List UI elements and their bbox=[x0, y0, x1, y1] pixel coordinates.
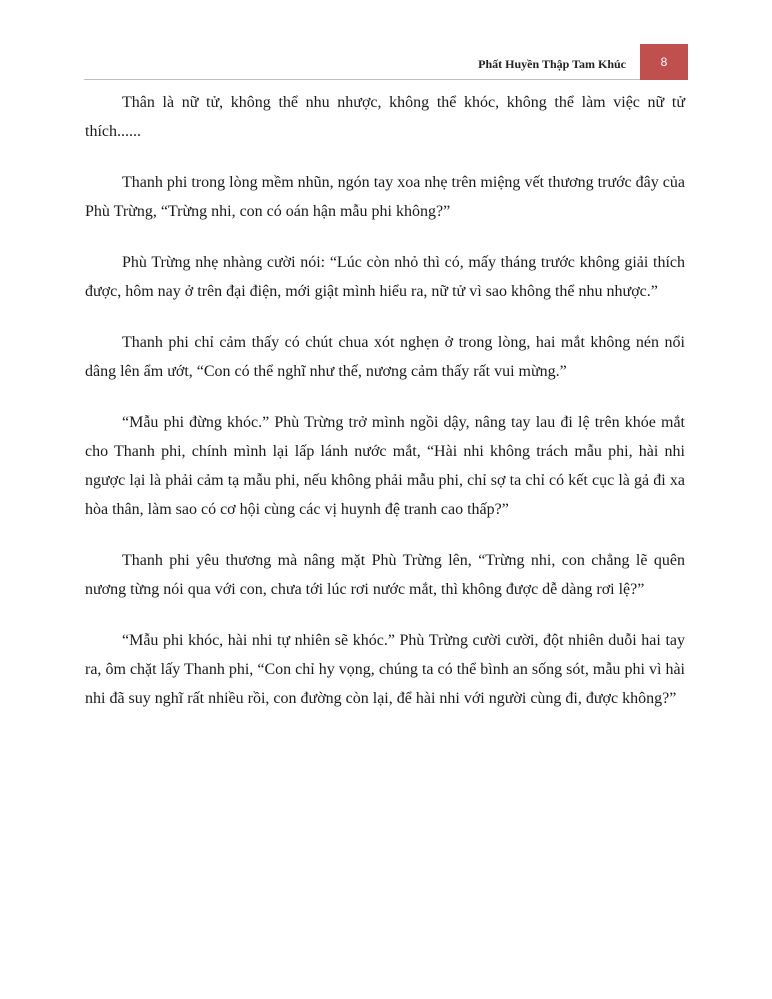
page-number-badge bbox=[640, 44, 688, 80]
header-divider bbox=[84, 79, 640, 80]
paragraph: Thân là nữ tử, không thể nhu nhược, không thể khóc, không thể làm việc nữ tử thích...... bbox=[85, 94, 685, 140]
paragraph: Thanh phi yêu thương mà nâng mặt Phù Trừng lên, “Trừng nhi, con chẳng lẽ quên nương từng nói qua với con, chưa tới lúc rơi nước mắt, thì không được dễ dàng rơi lệ?” bbox=[85, 552, 685, 598]
paragraph: Phù Trừng nhẹ nhàng cười nói: “Lúc còn nhỏ thì có, mấy tháng trước không giải thích được, hôm nay ở trên đại điện, mới giật mình hiểu ra, nữ tử vì sao không thể nhu nhược.” bbox=[85, 254, 685, 300]
book-title: Phất Huyền Thập Tam Khúc bbox=[478, 57, 626, 71]
page-body bbox=[85, 88, 685, 735]
paragraph: “Mẫu phi đừng khóc.” Phù Trừng trở mình ngồi dậy, nâng tay lau đi lệ trên khóe mắt cho Thanh phi, chính mình lại lấp lánh nước mắt, “Hài nhi không trách mẫu phi, hài nhi ngược lại là phải cảm tạ mẫu phi, nếu không phải mẫu phi, chỉ sợ ta chỉ có kết cục là gả đi xa hòa thân, làm sao có cơ hội cùng các vị huynh đệ tranh cao thấp?” bbox=[85, 414, 685, 518]
paragraph: “Mẫu phi khóc, hài nhi tự nhiên sẽ khóc.” Phù Trừng cười cười, đột nhiên duỗi hai tay ra, ôm chặt lấy Thanh phi, “Con chỉ hy vọng, chúng ta có thể bình an sống sót, mẫu phi vì hài nhi đã suy nghĩ rất nhiều rồi, con đường còn lại, để hài nhi với người cùng đi, được không?” bbox=[85, 632, 685, 707]
paragraph: Thanh phi chỉ cảm thấy có chút chua xót nghẹn ở trong lòng, hai mắt không nén nổi dâng lên ẩm ướt, “Con có thể nghĩ như thế, nương cảm thấy rất vui mừng.” bbox=[85, 334, 685, 380]
page-header bbox=[478, 44, 688, 80]
paragraph: Thanh phi trong lòng mềm nhũn, ngón tay xoa nhẹ trên miệng vết thương trước đây của Phù Trừng, “Trừng nhi, con có oán hận mẫu phi không?” bbox=[85, 174, 685, 220]
page-number: 8 bbox=[660, 55, 668, 69]
